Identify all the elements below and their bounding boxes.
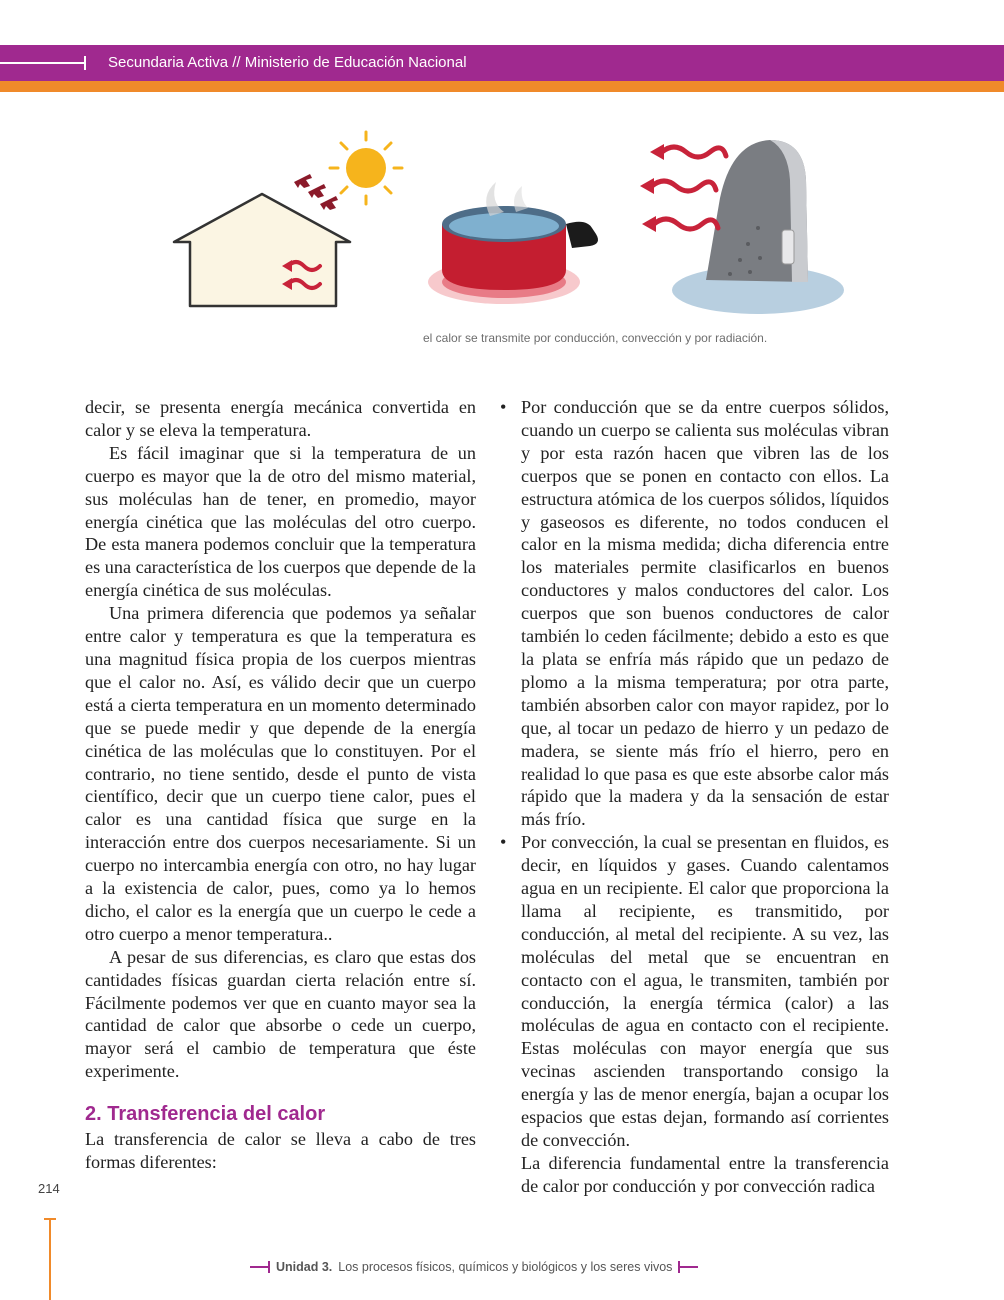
footer-unit-label: Unidad 3. bbox=[276, 1260, 333, 1274]
margin-rule bbox=[49, 1218, 51, 1300]
header-rule-tick bbox=[84, 56, 86, 70]
footer-unit-title: Los procesos físicos, químicos y biológicos y los seres vivos bbox=[338, 1260, 673, 1274]
sun-icon bbox=[330, 132, 402, 204]
paragraph: La diferencia fundamental entre la transferencia de calor por conducción y por convección radica bbox=[521, 1152, 889, 1196]
page-number: 214 bbox=[38, 1181, 60, 1196]
footer bbox=[250, 1260, 698, 1274]
pot-icon bbox=[428, 182, 598, 304]
bullet-icon: • bbox=[500, 832, 507, 853]
house-icon bbox=[174, 194, 350, 306]
header-accent-stripe bbox=[0, 81, 1004, 92]
paragraph: Una primera diferencia que podemos ya señalar entre calor y temperatura es que la temperatura es una magnitud física propia de los cuerpos mientras que el calor no. Así, es válido decir que un cuerpo está a cierta temperatura en un momento determinado que se puede medir y que depende de la energía cinética de las moléculas que lo constituyen. Por el contrario, no tiene sentido, desde el punto de vista científico, decir que un cuerpo tiene calor, pues el calor es una cantidad física que surge en la interacción entre dos cuerpos necesariamente. Si un cuerpo no intercambia energía con otro, no hay lugar a la existencia de calor, pues, como ya lo hemos dicho, el calor es la energía que un cuerpo le cede a otro cuerpo a menor temperatura.. bbox=[85, 603, 476, 944]
paragraph: A pesar de sus diferencias, es claro que estas dos cantidades físicas guardan cierta relación entre sí. Fácilmente podemos ver que en cuanto mayor sea la cantidad de calor que absorbe o cede un cuerpo, mayor será el cambio de temperatura que éste experimente. bbox=[85, 946, 476, 1082]
bullet-icon: • bbox=[500, 397, 507, 417]
left-column bbox=[85, 396, 476, 1174]
paragraph-wrapper bbox=[498, 1152, 889, 1198]
heat-transfer-illustration bbox=[160, 120, 860, 320]
header-title: Secundaria Activa // Ministerio de Educación Nacional bbox=[108, 54, 467, 71]
footer-rule-left bbox=[250, 1266, 270, 1268]
header-rule bbox=[0, 62, 86, 64]
figure-caption: el calor se transmite por conducción, convección y por radiación. bbox=[423, 331, 768, 345]
paragraph: decir, se presenta energía mecánica convertida en calor y se eleva la temperatura. bbox=[85, 397, 476, 440]
paragraph: Es fácil imaginar que si la temperatura de un cuerpo es mayor que la de otro del mismo material, sus moléculas han de tener, en promedio, mayor energía cinética que las moléculas del otro cuerpo. De esta manera podemos concluir que la temperatura es una característica de los cuerpos que depende de la energía cinética de sus moléculas. bbox=[85, 442, 476, 601]
section-heading: 2. Transferencia del calor bbox=[85, 1103, 326, 1126]
footer-rule-right bbox=[678, 1266, 698, 1268]
list-item bbox=[498, 396, 889, 831]
paragraph: La transferencia de calor se lleva a cabo de tres formas diferentes: bbox=[85, 1129, 476, 1172]
list-item-text: Por convección, la cual se presentan en fluidos, es decir, en líquidos y gases. Cuando calentamos agua en un recipiente. El calor que proporciona la llama al recipiente, es transmitido, por conducción, al metal del recipiente. A su vez, las moléculas del metal que se encuentran en contacto con el agua, le transmiten, también por conducción, la energía térmica (calor) a las moléculas de agua en contacto con el recipiente. Estas moléculas con mayor energía que sus vecinas ascienden transportando consigo la energía y las de menor energía, bajan a ocupar los espacios que estas dejan, formando así corrientes de convección. bbox=[521, 832, 889, 1150]
list-item-text: Por conducción que se da entre cuerpos sólidos, cuando un cuerpo se calienta sus moléculas vibran y por esta razón hacen que vibren las de los cuerpos que se ponen en contacto con ellos. La estructura atómica de los cuerpos sólidos, líquidos y gaseosos es diferente, no todos conducen el calor en la misma medida; dicha diferencia entre los materiales permite clasificarlos en buenos conductores y malos conductores del calor. Los cuerpos que son buenos conductores de calor también lo ceden fácilmente; debido a esto es que la plata se enfría más rápido que un pedazo de plomo a la misma temperatura; por otra parte, también absorben calor con mayor rapidez, por lo que, al tocar un pedazo de hierro y un pedazo de madera, se siente más frío el hierro, pero en realidad lo que pasa es que este absorbe calor más rápido que la madera y da la sensación de estar más frío. bbox=[521, 397, 889, 830]
heat-wave-icon bbox=[640, 144, 726, 232]
right-column bbox=[498, 396, 889, 1198]
list-item bbox=[498, 831, 889, 1152]
margin-rule-tick bbox=[44, 1218, 56, 1220]
